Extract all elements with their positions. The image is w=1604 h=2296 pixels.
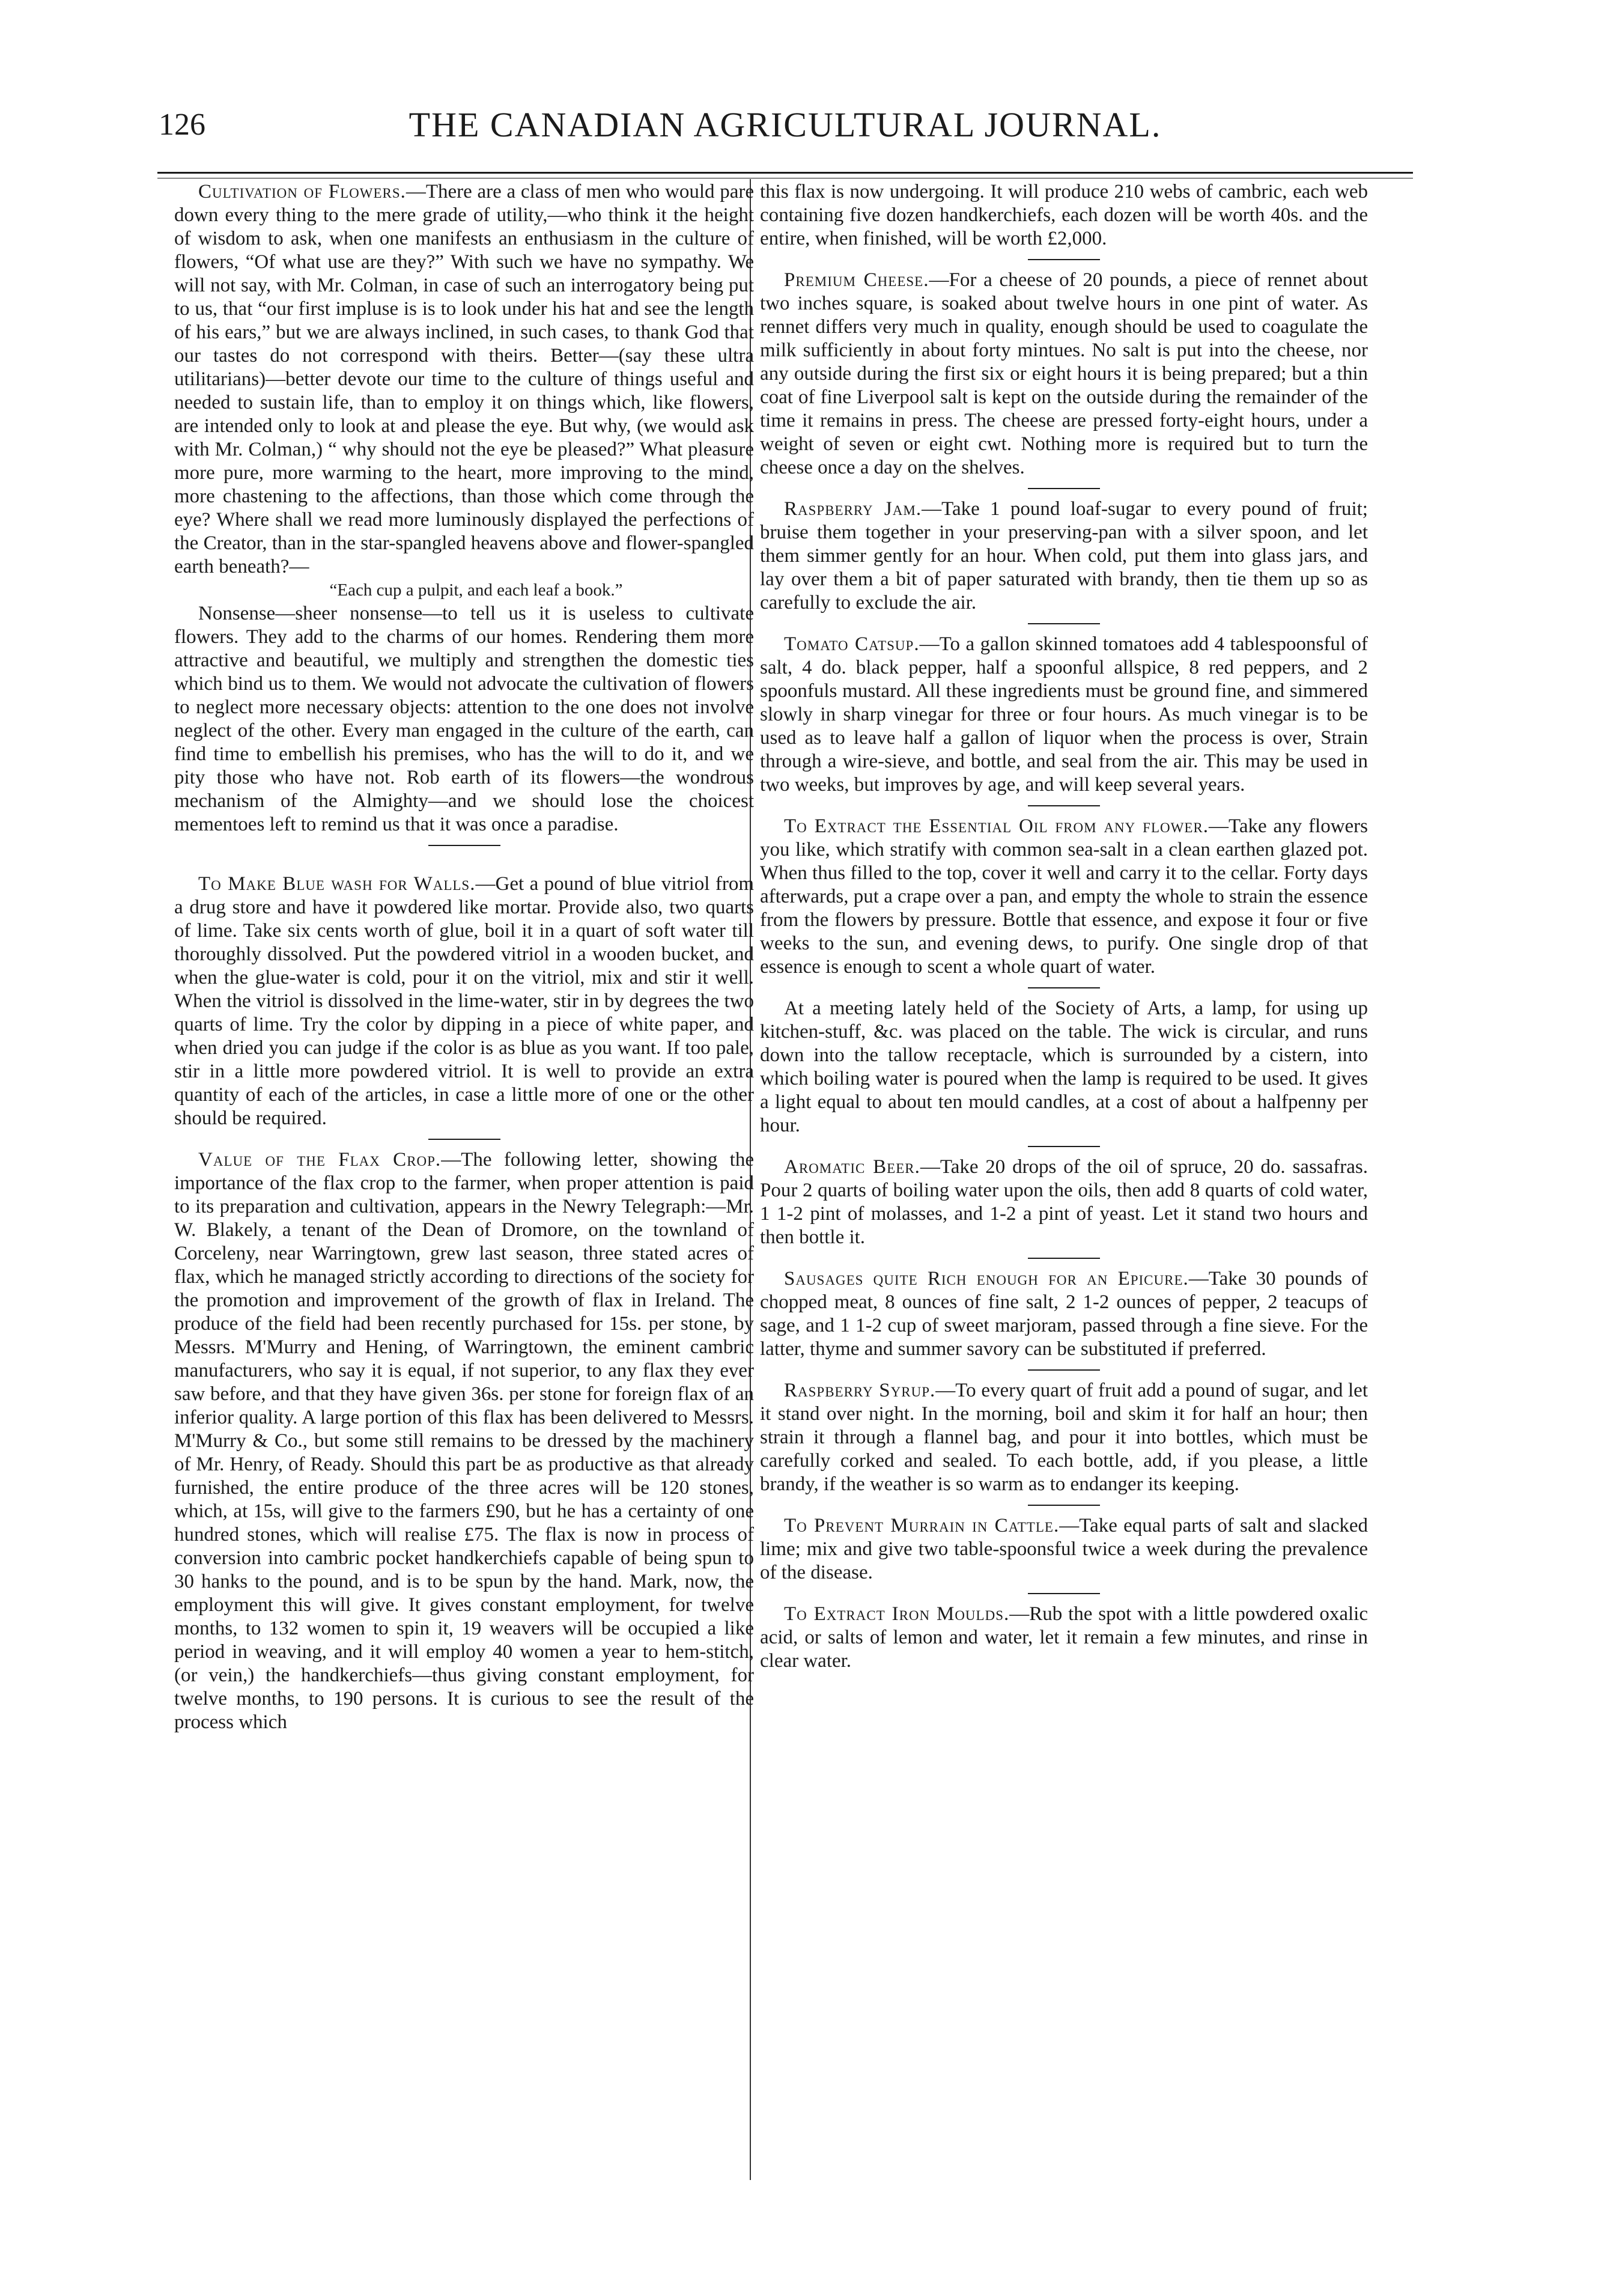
article-heading: Premium Cheese. <box>784 269 929 291</box>
article-heading: Aromatic Beer. <box>784 1156 920 1178</box>
article-body: —Take 30 pounds of chopped meat, 8 ounces of fine salt, 2 1-2 ounces of pepper, 2 teacups of sage, and 1 1-2 cup of sweet marjoram, passed through a fine sieve. For the latter, thyme and summer savory can be substituted if preferred. <box>760 1268 1368 1360</box>
article-body: —Take 20 drops of the oil of spruce, 20 do. sassafras. Pour 2 quarts of boiling water upon the oils, then add 8 quarts of cold water, 1 1-2 pint of molasses, and 1-2 a pint of yeast. Let it stand two hours and then bottle it. <box>760 1156 1369 1248</box>
article-heading: Sausages quite Rich enough for an Epicure. <box>784 1268 1189 1290</box>
header-rule <box>157 172 1413 174</box>
article-cultivation-of-flowers <box>174 180 754 836</box>
article-body: —To a gallon skinned tomatoes add 4 tablespoonsful of salt, 4 do. black pepper, half a spoonful allspice, 8 red peppers, and 2 spoonfuls mustard. All these ingredients must be ground fine, and simmered slowly in sharp vinegar for three or four hours. As much vinegar is to be used as to leave half a gallon of liquor when the process is over, Strain through a wire-sieve, and bottle, and seal from the air. This may be used in two weeks, but improves by age, and will keep several years. <box>760 633 1368 796</box>
article-flax-continued <box>760 180 1368 251</box>
article-body: —Take equal parts of salt and slacked lime; mix and give two table-spoonsful twice a week during the prevalence of the disease. <box>760 1515 1369 1583</box>
article-blue-wash <box>174 872 754 1130</box>
article-body: —To every quart of fruit add a pound of sugar, and let it stand over night. In the morning, boil and skim it for half an hour; then strain it through a flannel bag, and pour it into bottles, which must be carefully corked and sealed. To each bottle, add, if you please, a little brandy, if the weather is so warm as to endanger its keeping. <box>760 1380 1368 1495</box>
article-separator <box>1028 1369 1100 1371</box>
article-separator <box>1028 805 1100 806</box>
page-header <box>151 101 1419 161</box>
article-aromatic-beer <box>760 1156 1368 1249</box>
article-body: —For a cheese of 20 pounds, a piece of rennet about two inches square, is soaked about twelve hours in one pint of water. As rennet differs very much in quality, enough should be used to coagulate the milk sufficiently in about forty mintues. No salt is put into the cheese, nor any outside during the first six or eight hours it is being prepared; but a thin coat of fine Liverpool salt is kept on the outside during the remainder of the time it remains in press. The cheese are pressed forty-eight hours, under a weight of seven or eight cwt. Nothing more is required but to turn the cheese once a day on the shelves. <box>760 269 1368 478</box>
article-heading: To Extract Iron Moulds. <box>784 1603 1010 1625</box>
article-kitchen-lamp <box>760 997 1368 1137</box>
article-separator <box>1028 1146 1100 1147</box>
article-separator <box>1028 259 1100 260</box>
article-heading: Raspberry Jam. <box>784 498 922 520</box>
article-quote: “Each cup a pulpit, and each leaf a book.” <box>329 580 623 600</box>
left-column <box>174 180 754 1734</box>
article-separator <box>1028 623 1100 624</box>
article-heading: To Extract the Essential Oil from any flower. <box>784 815 1209 837</box>
article-heading: To Prevent Murrain in Cattle. <box>784 1515 1060 1536</box>
article-separator <box>428 1139 500 1140</box>
article-separator <box>1028 1505 1100 1506</box>
article-body: At a meeting lately held of the Society of Arts, a lamp, for using up kitchen-stuff, &c. was placed on the table. The wick is circular, and runs down into the tallow receptacle, which is surrounded by a cistern, into which boiling water is poured when the lamp is required to be used. It gives a light equal to about ten mould candles, at a cost of about a halfpenny per hour. <box>760 997 1368 1136</box>
article-heading: Raspberry Syrup. <box>784 1380 936 1401</box>
article-premium-cheese <box>760 269 1368 480</box>
article-tomato-catsup <box>760 633 1368 797</box>
article-raspberry-jam <box>760 498 1368 615</box>
article-separator <box>1028 1258 1100 1259</box>
article-separator <box>1028 987 1100 988</box>
page-number: 126 <box>159 108 205 142</box>
article-body: —Take any flowers you like, which stratify with common sea-salt in a clean earthen glazed pot. When thus filled to the top, cover it well and carry it to the cellar. Forty days afterwards, put a crape over a pan, and empty the whole to strain the essence from the flowers by pressure. Bottle that essence, and expose it four or five weeks to the sun, and evening dews, to purify. One single drop of that essence is enough to scent a whole quart of water. <box>760 815 1369 978</box>
article-body: —Rub the spot with a little powdered oxalic acid, or salts of lemon and water, let it remain a few minutes, and rinse in clear water. <box>760 1603 1368 1672</box>
article-separator <box>428 845 500 846</box>
article-murrain <box>760 1514 1368 1585</box>
article-heading: To Make Blue wash for Walls. <box>198 873 476 895</box>
article-essential-oil <box>760 815 1368 979</box>
article-raspberry-syrup <box>760 1379 1368 1496</box>
article-body-continued: Nonsense—sheer nonsense—to tell us it is useless to cultivate flowers. They add to the charms of our homes. Rendering them more attractive and beautiful, we multiply and strengthen the domestic ties which bind us to them. We would not advocate the cultivation of flowers to neglect more necessary objects: attention to the one does not involve neglect of the other. Every man engaged in the culture of the earth, can find time to embellish his premises, who has the will to do it, and we pity those who have not. Rob earth of its flowers—the wondrous mechanism of the Almighty—and we should lose the choicest mementoes left to remind us that it was once a paradise. <box>174 603 754 835</box>
article-body: —Get a pound of blue vitriol from a drug store and have it powdered like mortar. Provide also, two quarts of lime. Take six cents worth of glue, boil it in a quart of soft water till thoroughly dissolved. Put the powdered vitriol in a wooden bucket, and when the glue-water is cold, pour it on the vitriol, mix and stir it well. When the vitriol is dissolved in the lime-water, stir in by degrees the two quarts of lime. Try the color by dipping in a piece of white paper, and when dried you can judge if the color is as blue as you want. If too pale, stir in a little more powdered vitriol. It is well to provide an extra quantity of each of the articles, in case a little more of one or the other should be required. <box>174 873 754 1129</box>
journal-title: THE CANADIAN AGRICULTURAL JOURNAL. <box>409 105 1162 144</box>
article-body: —There are a class of men who would pare down every thing to the mere grade of utility,—who think it the height of wisdom to ask, when one manifests an enthusiasm in the culture of flowers, “Of what use are they?” With such we have no sympathy. We will not say, with Mr. Colman, in case of such an interrogatory being put to us, that “our first impluse is is to look under his hat and see the length of his ears,” but we are always inclined, in such cases, to thank God that our tastes do not correspond with theirs. Better—(say these ultra utilitarians)—better devote our time to the culture of things useful and needed to sustain life, than to employ it on things which, like flowers, are intended only to look at and please the eye. But why, (we would ask with Mr. Colman,) “ why should not the eye be pleased?” What pleasure more pure, more warming to the heart, more improving to the mind, more chastening to the affections, than those which come through the eye? Where shall we read more luminously displayed the perfections of the Creator, than in the star-spangled heavens above and flower-spangled earth beneath?— <box>174 181 755 577</box>
article-separator <box>1028 488 1100 489</box>
article-body: —The following letter, showing the importance of the flax crop to the farmer, when proper attention is paid to its preparation and cultivation, appears in the Newry Telegraph:—Mr. W. Blakely, a tenant of the Dean of Dromore, on the townland of Corceleny, near Warringtown, grew last season, three stated acres of flax, which he managed strictly according to directions of the society for the promotion and improvement of the growth of flax in Ireland. The produce of the field had been recently purchased for 15s. per stone, by Messrs. M'Murry and Hening, of Warringtown, the eminent cambric manufacturers, who say it is equal, if not superior, to any flax they ever saw before, and that they have given 36s. per stone for foreign flax of an inferior quality. A large portion of this flax has been delivered to Messrs. M'Murry & Co., but some still remains to be dressed by the machinery of Mr. Henry, of Ready. Should this part be as productive as that already furnished, the entire produce of the three acres will be 120 stones, which, at 15s, will give to the farmers £90, but he has a certainty of one hundred stones, which will realise £75. The flax is now in process of conversion into cambric pocket handkerchiefs capable of being spun to 30 hanks to the pound, and is to be spun by the hand. Mark, now, the employment this will give. It gives constant employment, for twelve months, to 132 women to spin it, 19 weavers will be occupied a like period in weaving, and it will employ 40 women a year to hem-stitch, (or vein,) the handkerchiefs—thus giving constant employment, for twelve months, to 190 persons. It is curious to see the result of the process which <box>174 1149 754 1733</box>
article-separator <box>1028 1593 1100 1594</box>
article-heading: Tomato Catsup. <box>784 633 920 655</box>
article-sausages <box>760 1267 1368 1361</box>
article-iron-moulds <box>760 1603 1368 1673</box>
article-body: this flax is now undergoing. It will produce 210 webs of cambric, each web containing five dozen handkerchiefs, each dozen will be worth 40s. and the entire, when finished, will be worth £2,000. <box>760 181 1368 249</box>
article-heading: Cultivation of Flowers. <box>198 181 406 202</box>
right-column <box>760 180 1368 1673</box>
article-body: —Take 1 pound loaf-sugar to every pound of fruit; bruise them together in your preserving-pan with a silver spoon, and let them simmer gently for an hour. When cold, put them into glass jars, and lay over them a bit of paper saturated with brandy, then tie them up so as carefully to exclude the air. <box>760 498 1368 614</box>
article-heading: Value of the Flax Crop. <box>198 1149 442 1171</box>
article-flax-crop <box>174 1148 754 1734</box>
